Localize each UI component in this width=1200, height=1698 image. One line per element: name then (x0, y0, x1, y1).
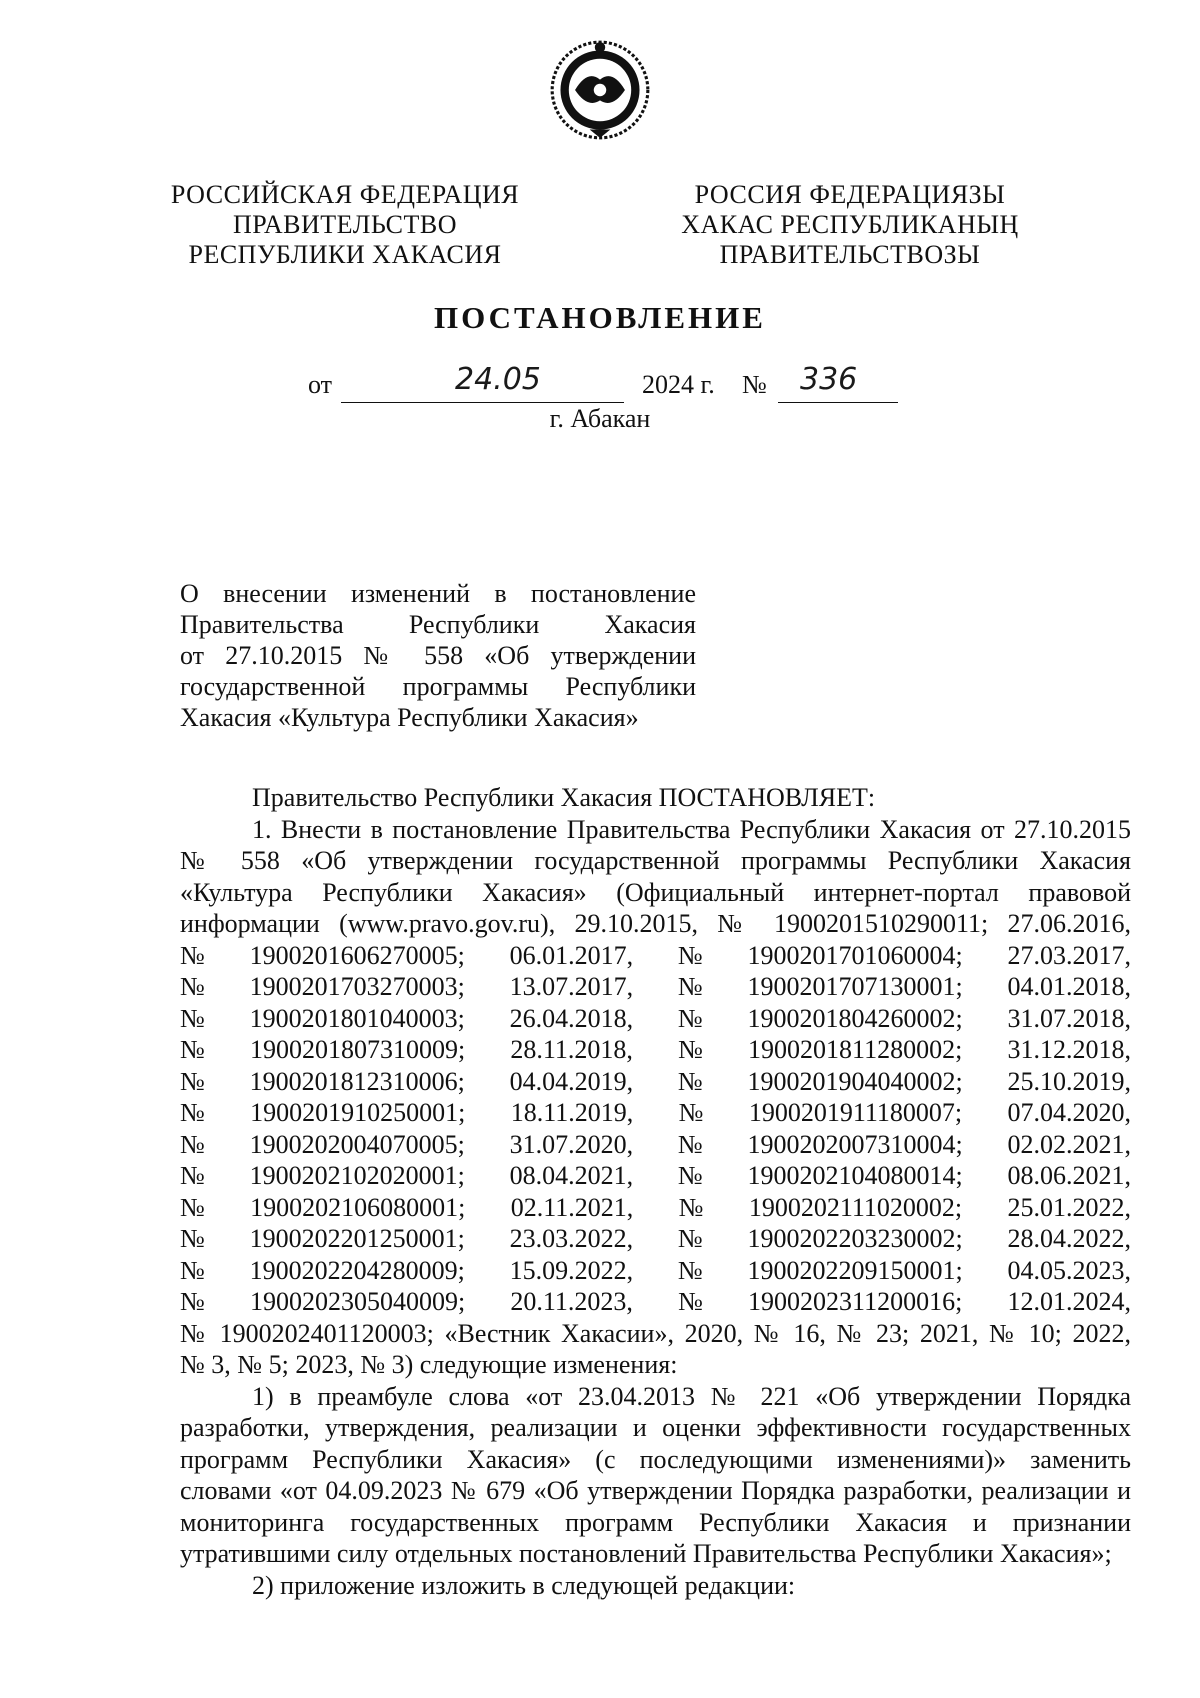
registry-cell: № (677, 1161, 703, 1190)
registry-cell: 1900201801040003; (249, 1003, 465, 1033)
registry-cell: № (678, 1287, 703, 1316)
intro-paragraph: Правительство Республики Хакасия ПОСТАНОВЛЯЕТ: (252, 783, 876, 812)
registry-cell: 1900202209150001; (747, 1255, 963, 1285)
registry-cell: 1900201707130001; (747, 972, 963, 1001)
text-line: 1) в преамбуле слова «от 23.04.2013 № 221 «Об утверждении Порядка (252, 1381, 1131, 1411)
header-left-line: РОССИЙСКАЯ ФЕДЕРАЦИЯ (170, 180, 520, 209)
registry-cell: № (677, 1129, 703, 1159)
registry-cell: 04.05.2023, (1007, 1255, 1131, 1285)
registry-cell: № (677, 1255, 703, 1285)
registry-cell: 1900201703270003; (249, 972, 465, 1001)
registry-cell: 04.04.2019, (509, 1066, 634, 1096)
registry-row (180, 1034, 1131, 1066)
header-left-line: РЕСПУБЛИКИ ХАКАСИЯ (188, 240, 502, 269)
subject-line: О внесении изменений в постановление (180, 579, 696, 608)
registry-cell: 13.07.2017, (509, 972, 634, 1001)
document-title: ПОСТАНОВЛЕНИЕ (434, 300, 766, 335)
registry-cell: № (180, 972, 205, 1001)
header-left (150, 180, 540, 270)
registry-cell: 12.01.2024, (1007, 1287, 1131, 1316)
registry-cell: 15.09.2022, (509, 1255, 634, 1285)
registry-cell: 1900202102020001; (249, 1161, 465, 1190)
registry-cell: № (180, 1224, 205, 1253)
registry-table (180, 940, 1131, 1318)
date-underline (341, 402, 624, 403)
registry-cell: 1900201807310009; (249, 1035, 466, 1064)
registry-cell: 02.02.2021, (1007, 1129, 1131, 1159)
registry-cell: 1900201606270005; (249, 940, 465, 970)
header-right (650, 180, 1050, 270)
registry-cell: № (678, 1035, 703, 1064)
registry-row (180, 1192, 1131, 1224)
registry-row (180, 1003, 1131, 1035)
text-line: информации (www.pravo.gov.ru), 29.10.2015, № 1900201510290011; 27.06.2016, (180, 909, 1131, 938)
registry-cell: № (677, 940, 703, 970)
header-right-line: ХАКАС РЕСПУБЛИКАНЫҢ (681, 210, 1019, 239)
registry-cell: № (180, 1066, 205, 1096)
text-line: 1. Внести в постановление Правительства Республики Хакасия от 27.10.2015 (252, 814, 1131, 844)
registry-row (180, 1255, 1131, 1287)
handwritten-date: 24.05 (455, 362, 541, 397)
registry-row (180, 1129, 1131, 1161)
registry-row (180, 971, 1131, 1003)
registry-cell: 28.04.2022, (1007, 1224, 1131, 1253)
text-line: № 3, № 5; 2023, № 3) следующие изменения: (180, 1350, 678, 1379)
registry-cell: 26.04.2018, (509, 1003, 634, 1033)
registry-cell: № (180, 1003, 205, 1033)
registry-cell: 06.01.2017, (509, 940, 634, 970)
header-left-line: ПРАВИТЕЛЬСТВО (233, 210, 457, 239)
paragraph-1-tail (180, 1318, 1131, 1381)
registry-row (180, 1286, 1131, 1318)
registry-cell: № (678, 1192, 704, 1222)
registry-cell: 1900202203230002; (747, 1224, 963, 1253)
registry-cell: 1900201804260002; (747, 1003, 963, 1033)
registry-cell: № (180, 1192, 205, 1222)
registry-cell: № (677, 1066, 703, 1096)
document-body (180, 782, 1131, 1601)
registry-cell: 25.01.2022, (1007, 1192, 1131, 1222)
paragraph-1 (180, 814, 1131, 940)
emblem-icon (548, 38, 652, 142)
registry-row (180, 940, 1131, 972)
registry-cell: № (678, 1098, 704, 1127)
registry-cell: 27.03.2017, (1007, 940, 1131, 970)
item-1 (180, 1381, 1131, 1570)
registry-cell: № (677, 972, 703, 1001)
text-line: № 1900202401120003; «Вестник Хакасии», 2020, № 16, № 23; 2021, № 10; 2022, (180, 1318, 1131, 1348)
date-prefix: от (308, 370, 333, 399)
text-line: словами «от 04.09.2023 № 679 «Об утверждении Порядка разработки, реализации и (180, 1476, 1131, 1505)
registry-cell: 31.07.2018, (1007, 1003, 1131, 1033)
number-sign: № (742, 370, 767, 399)
registry-cell: 18.11.2019, (510, 1098, 634, 1127)
registry-cell: 1900202007310004; (747, 1129, 963, 1159)
registry-cell: 1900202111020002; (748, 1192, 963, 1222)
text-line: разработки, утверждения, реализации и оценки эффективности государственных (180, 1413, 1131, 1442)
registry-cell: № (677, 1003, 703, 1033)
registry-cell: 1900202204280009; (249, 1255, 465, 1285)
registry-cell: 02.11.2021, (510, 1192, 634, 1222)
registry-cell: № (180, 1035, 205, 1064)
registry-cell: 1900201811280002; (748, 1035, 963, 1064)
registry-cell: 1900202004070005; (249, 1129, 465, 1159)
registry-cell: № (180, 1287, 205, 1316)
registry-row (180, 1097, 1131, 1129)
registry-cell: 20.11.2023, (510, 1287, 633, 1316)
registry-cell: 1900201911180007; (748, 1098, 963, 1127)
subject-line: от 27.10.2015 № 558 «Об утверждении (180, 641, 696, 670)
registry-row (180, 1160, 1131, 1192)
number-underline (778, 402, 898, 403)
item-2: 2) приложение изложить в следующей редакции: (252, 1570, 796, 1600)
registry-cell: 1900202311200016; (748, 1287, 963, 1316)
registry-cell: 07.04.2020, (1007, 1098, 1131, 1127)
registry-cell: 1900202104080014; (747, 1161, 963, 1190)
dateline (0, 362, 1200, 406)
registry-cell: 08.04.2021, (509, 1161, 634, 1190)
text-line: № 558 «Об утверждении государственной программы Республики Хакасия (180, 846, 1131, 875)
registry-row (180, 1066, 1131, 1098)
registry-cell: 31.07.2020, (509, 1129, 634, 1159)
subject-block (180, 578, 696, 733)
subject-line: Правительства Республики Хакасия (180, 610, 696, 639)
subject-line: Хакасия «Культура Республики Хакасия» (180, 703, 639, 732)
registry-cell: № (180, 1255, 205, 1285)
registry-cell: № (180, 940, 205, 970)
registry-cell: № (180, 1129, 205, 1159)
registry-row (180, 1223, 1131, 1255)
registry-cell: 31.12.2018, (1007, 1035, 1131, 1064)
registry-cell: 04.01.2018, (1007, 972, 1131, 1001)
city: г. Абакан (549, 404, 651, 433)
registry-cell: 25.10.2019, (1007, 1066, 1131, 1096)
registry-cell: 1900201701060004; (747, 940, 963, 970)
text-line: утратившими силу отдельных постановлений Правительства Республики Хакасия»; (180, 1539, 1112, 1568)
header-right-line: ПРАВИТЕЛЬСТВОЗЫ (719, 240, 981, 269)
registry-cell: № (677, 1224, 703, 1253)
registry-cell: 23.03.2022, (509, 1224, 634, 1253)
handwritten-number: 336 (800, 362, 858, 397)
registry-cell: 1900201910250001; (250, 1098, 466, 1127)
registry-cell: 1900202305040009; (249, 1287, 466, 1316)
date-year: 2024 г. (642, 370, 715, 399)
header-right-line: РОССИЯ ФЕДЕРАЦИЯЗЫ (694, 180, 1006, 209)
text-line: программ Республики Хакасия» (с последующими изменениями)» заменить (180, 1444, 1131, 1474)
registry-cell: 1900202106080001; (250, 1192, 466, 1222)
registry-cell: 1900201812310006; (249, 1066, 465, 1096)
registry-cell: 1900201904040002; (747, 1066, 963, 1096)
registry-cell: № (180, 1161, 205, 1190)
subject-line: государственной программы Республики (180, 672, 696, 701)
registry-cell: 08.06.2021, (1007, 1161, 1131, 1190)
text-line: мониторинга государственных программ Республики Хакасия и признании (180, 1507, 1131, 1537)
text-line: «Культура Республики Хакасия» (Официальный интернет-портал правовой (180, 877, 1131, 907)
registry-cell: № (180, 1098, 205, 1127)
registry-cell: 1900202201250001; (249, 1224, 465, 1253)
registry-cell: 28.11.2018, (510, 1035, 633, 1064)
